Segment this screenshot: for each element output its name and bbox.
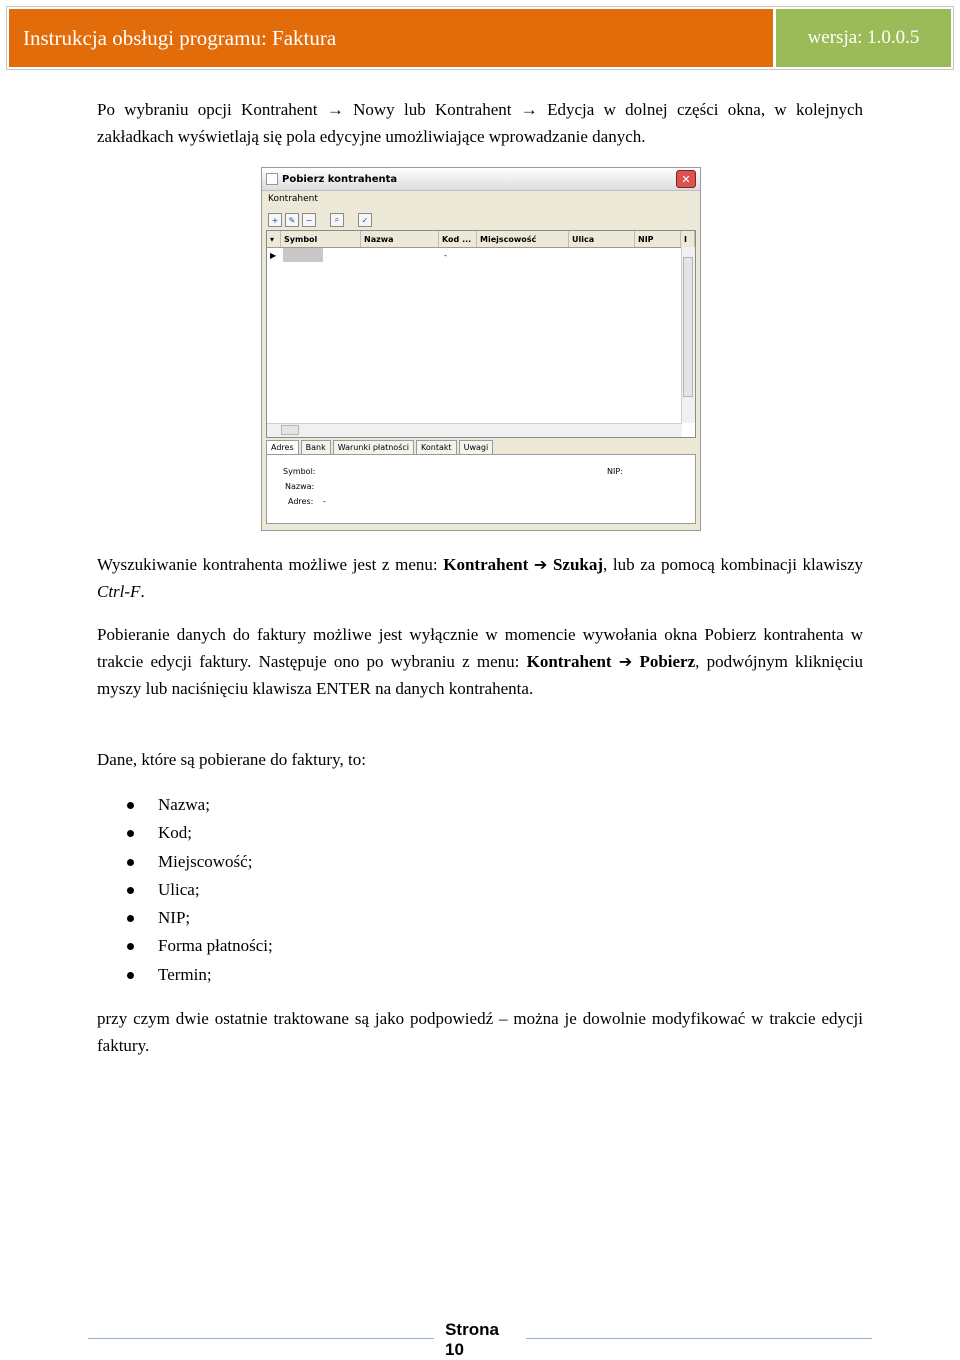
page-header xyxy=(6,6,954,70)
edit-icon[interactable]: ✎ xyxy=(285,213,299,227)
intro-paragraph: Po wybraniu opcji Kontrahent → Nowy lub Kontrahent → Edycja w dolnej części okna, w kolejnych zakładkach wyświetlają się pola edycyjne umożliwiające wprowadzanie danych. xyxy=(97,100,863,146)
menu-kontrahent-2: Kontrahent xyxy=(526,652,612,671)
menu-szukaj: Szukaj xyxy=(552,555,604,574)
col-extra[interactable]: I xyxy=(681,231,695,247)
list-item: Forma płatności; xyxy=(127,932,273,960)
bullet-icon xyxy=(127,943,134,950)
col-nazwa[interactable]: Nazwa xyxy=(361,231,439,247)
table-row[interactable] xyxy=(267,248,695,262)
arrow-icon: ➔ xyxy=(533,555,548,574)
page-footer xyxy=(0,1320,960,1359)
list-item: Miejscowość; xyxy=(127,848,273,876)
col-symbol[interactable]: Symbol xyxy=(281,231,361,247)
select-icon[interactable]: ✓ xyxy=(358,213,372,227)
footer-divider-left xyxy=(88,1338,434,1339)
dialog-screenshot xyxy=(261,167,701,531)
detail-panel xyxy=(266,454,696,524)
grid-header xyxy=(267,231,695,248)
search-icon[interactable]: ⌕ xyxy=(330,213,344,227)
list-item: NIP; xyxy=(127,904,273,932)
tab-kontakt[interactable]: Kontakt xyxy=(416,440,457,454)
tab-warunki[interactable]: Warunki płatności xyxy=(333,440,414,454)
bullet-icon xyxy=(127,915,134,922)
bullet-icon xyxy=(127,859,134,866)
window-icon xyxy=(266,173,278,185)
fields-list xyxy=(127,791,273,989)
close-icon[interactable]: ✕ xyxy=(676,170,696,188)
shortcut-key: Ctrl-F xyxy=(97,582,141,601)
dialog-titlebar xyxy=(262,168,700,191)
col-kod[interactable]: Kod ... xyxy=(439,231,477,247)
label-adres: Adres: xyxy=(288,497,314,506)
row-pointer-icon: ▶ xyxy=(270,250,277,260)
list-item: Nazwa; xyxy=(127,791,273,819)
dialog-menu-kontrahent[interactable]: Kontrahent xyxy=(268,194,318,204)
col-miejscowosc[interactable]: Miejscowość xyxy=(477,231,569,247)
detail-tabs xyxy=(266,440,493,454)
dialog-title: Pobierz kontrahenta xyxy=(282,173,398,185)
tab-adres[interactable]: Adres xyxy=(266,440,299,454)
dialog-toolbar xyxy=(262,209,700,231)
footer-divider-right xyxy=(526,1338,872,1339)
add-icon[interactable]: + xyxy=(268,213,282,227)
label-nazwa: Nazwa: xyxy=(285,482,315,491)
list-item: Termin; xyxy=(127,961,273,989)
search-paragraph: Wyszukiwanie kontrahenta możliwe jest z menu: Kontrahent ➔ Szukaj, lub za pomocą kombinacji klawiszy Ctrl-F. xyxy=(97,555,863,601)
fetch-paragraph: Pobieranie danych do faktury możliwe jest wyłącznie w momencie wywołania okna Pobierz kontrahenta w trakcie edycji faktury. Następuje ono po wybraniu z menu: Kontrahent ➔ Pobierz, podwójnym kliknięciu myszy lub naciśnięciu klawisza ENTER na danych kontrahenta. xyxy=(97,625,864,698)
row-symbol-cell[interactable] xyxy=(283,248,323,262)
value-adres: - xyxy=(323,497,326,506)
list-item: Kod; xyxy=(127,819,273,847)
bullet-icon xyxy=(127,972,134,979)
bullet-icon xyxy=(127,887,134,894)
row-kod-cell: - xyxy=(444,250,447,260)
col-ulica[interactable]: Ulica xyxy=(569,231,635,247)
tab-bank[interactable]: Bank xyxy=(301,440,331,454)
sort-icon[interactable]: ▾ xyxy=(267,231,281,247)
tab-uwagi[interactable]: Uwagi xyxy=(459,440,494,454)
bullet-icon xyxy=(127,802,134,809)
bullet-icon xyxy=(127,830,134,837)
list-item: Ulica; xyxy=(127,876,273,904)
menu-pobierz: Pobierz xyxy=(639,652,696,671)
horizontal-scrollbar[interactable] xyxy=(267,423,682,437)
vertical-scrollbar[interactable] xyxy=(681,247,695,423)
label-nip: NIP: xyxy=(607,467,623,476)
arrow-icon: ➔ xyxy=(618,652,633,671)
document-title: Instrukcja obsługi programu: Faktura xyxy=(9,9,773,67)
delete-icon[interactable]: − xyxy=(302,213,316,227)
closing-paragraph: przy czym dwie ostatnie traktowane są jako podpowiedź – można je dowolnie modyfikować w trakcie edycji faktury. xyxy=(97,1009,863,1055)
col-nip[interactable]: NIP xyxy=(635,231,681,247)
menu-kontrahent: Kontrahent xyxy=(443,555,529,574)
version-label: wersja: 1.0.0.5 xyxy=(776,9,951,67)
contractor-grid xyxy=(266,230,696,438)
label-symbol: Symbol: xyxy=(283,467,316,476)
page-number: Strona 10 xyxy=(445,1320,499,1359)
data-list-intro: Dane, które są pobierane do faktury, to: xyxy=(97,750,366,769)
